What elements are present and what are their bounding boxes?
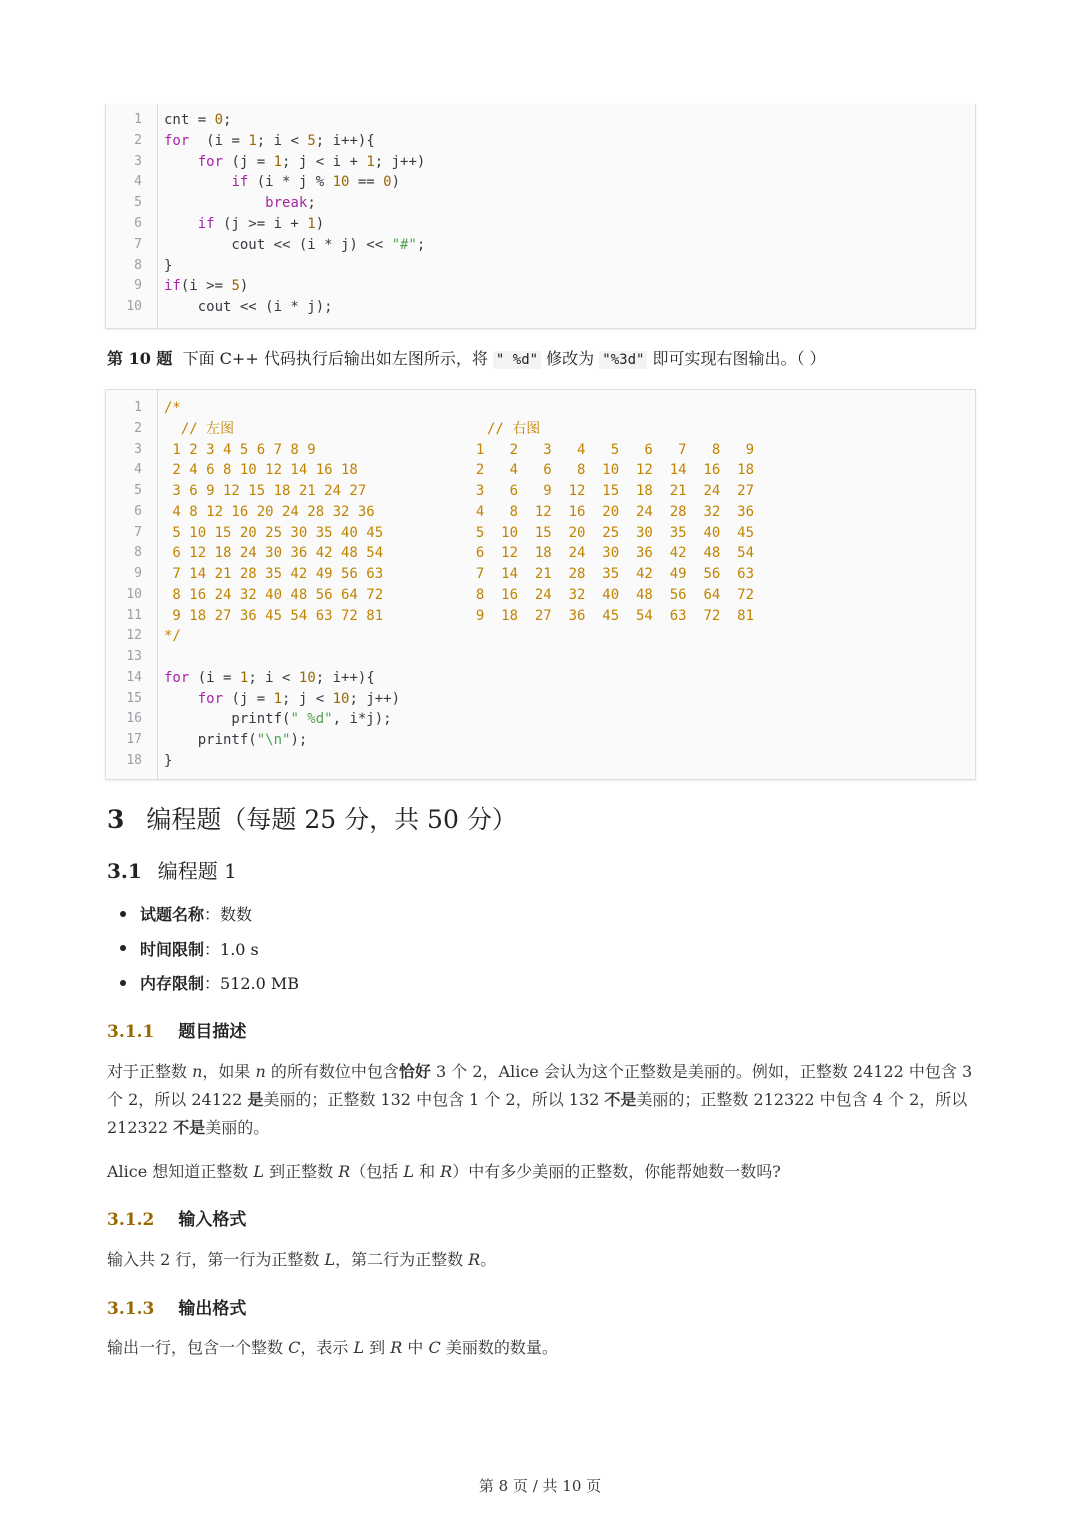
code-line	[106, 110, 966, 130]
line-number: 6	[134, 503, 142, 519]
line-number: 7	[134, 236, 142, 252]
code-line	[106, 626, 966, 646]
code-text: for (j = 1; j < 10; j++)	[197, 690, 401, 707]
line-number: 6	[134, 216, 142, 231]
code-line	[106, 460, 966, 480]
code-text: }	[164, 257, 173, 274]
question-text-mid: 修改为	[546, 349, 595, 368]
code-text: for (j = 1; j < i + 1; j++)	[197, 153, 426, 170]
code-text: /*	[164, 400, 181, 416]
info-label: 内存限制	[140, 974, 205, 993]
code-line	[106, 193, 966, 213]
line-number: 8	[134, 545, 142, 561]
line-number: 1	[134, 112, 142, 127]
bullet-icon	[120, 980, 126, 986]
code-text: for (i = 1; i < 10; i++){	[164, 669, 375, 686]
code-text: printf(" %d", i*j);	[164, 711, 392, 728]
info-label: 试题名称	[140, 905, 205, 924]
line-number: 9	[134, 566, 142, 581]
code-line	[106, 398, 966, 418]
code-text: printf("\n");	[164, 732, 308, 748]
section-title: 输出格式	[178, 1299, 247, 1319]
section-number: 3.1.3	[107, 1299, 155, 1319]
code-text: if (j >= i + 1)	[197, 216, 325, 232]
code-line	[106, 297, 966, 317]
heading-3-1-2	[107, 1205, 246, 1230]
section-title: 输入格式	[178, 1210, 247, 1230]
code-block-1	[105, 104, 976, 329]
code-text: // 左图 // 右图	[164, 420, 541, 437]
code-line	[106, 751, 966, 771]
section-title: 编程题 1	[157, 859, 237, 883]
line-number: 11	[126, 607, 142, 623]
code-line	[106, 585, 966, 605]
line-number: 17	[126, 732, 142, 747]
line-number: 3	[134, 153, 142, 169]
code-text: for (i = 1; i < 5; i++){	[164, 132, 375, 149]
section-title: 编程题（每题 25 分，共 50 分）	[146, 805, 517, 834]
code-line	[106, 235, 966, 255]
line-number: 4	[134, 462, 142, 478]
code-text: cout << (i * j) << "#";	[164, 236, 426, 253]
question-code-a: " %d"	[493, 351, 541, 369]
code-line	[106, 440, 966, 460]
code-line	[106, 606, 966, 626]
line-number: 10	[126, 299, 142, 315]
question-code-b: "%3d"	[599, 351, 647, 369]
code-line	[106, 543, 966, 563]
question-text-after: 即可实现右图输出。（ ）	[652, 349, 826, 368]
code-text: break;	[265, 195, 316, 212]
line-number: 3	[134, 441, 142, 457]
heading-3-1-3	[107, 1294, 246, 1319]
line-number: 8	[134, 257, 142, 273]
section-number: 3	[107, 805, 125, 834]
code-line	[106, 131, 966, 151]
code-line	[106, 647, 966, 667]
code-line	[106, 689, 966, 709]
code-text: 9 18 27 36 45 54 63 72 81 9 18 27 36 45 54 63 72 81	[164, 607, 755, 624]
code-line	[106, 419, 966, 439]
heading-3-1-1	[107, 1017, 246, 1042]
question-label: 第 10 题	[107, 349, 173, 368]
output-format-paragraph: 输出一行，包含一个整数 C，表示 L 到 R 中 C 美丽数的数量。	[107, 1338, 558, 1357]
line-number: 15	[126, 690, 142, 706]
code-line	[106, 730, 966, 750]
section-3-heading	[107, 800, 517, 836]
info-item	[120, 902, 252, 925]
line-number: 5	[134, 195, 142, 211]
input-format-paragraph: 输入共 2 行，第一行为正整数 L，第二行为正整数 R。	[107, 1250, 497, 1269]
line-number: 1	[134, 400, 142, 415]
line-number: 18	[126, 752, 142, 768]
code-line	[106, 152, 966, 172]
code-line	[106, 256, 966, 276]
code-line	[106, 481, 966, 501]
code-text: 5 10 15 20 25 30 35 40 45 5 10 15 20 25 30 35 40 45	[164, 524, 755, 541]
info-value: ：1.0 s	[204, 939, 259, 959]
code-text: 4 8 12 16 20 24 28 32 36 4 8 12 16 20 24 28 32 36	[164, 503, 755, 520]
code-text: cout << (i * j);	[164, 299, 333, 316]
code-line	[106, 523, 966, 543]
code-text: 3 6 9 12 15 18 21 24 27 3 6 9 12 15 18 21 24 27	[164, 483, 755, 499]
code-text: 2 4 6 8 10 12 14 16 18 2 4 6 8 10 12 14 16 18	[164, 462, 755, 479]
line-number: 16	[126, 711, 142, 727]
code-line	[106, 668, 966, 688]
line-number: 13	[126, 649, 142, 664]
line-number: 4	[134, 174, 142, 190]
code-text: cnt = 0;	[164, 112, 232, 128]
page-footer: 第 8 页 / 共 10 页	[478, 1477, 602, 1495]
section-number: 3.1.1	[107, 1022, 155, 1042]
line-number: 9	[134, 278, 142, 294]
section-title: 题目描述	[178, 1022, 247, 1042]
line-number: 12	[126, 628, 142, 644]
code-line	[106, 564, 966, 584]
line-number: 2	[134, 420, 142, 436]
info-value: ：数数	[204, 905, 253, 924]
bullet-icon	[120, 945, 126, 951]
code-text: if (i * j % 10 == 0)	[231, 174, 401, 191]
info-value: ：512.0 MB	[204, 974, 300, 993]
description-paragraph-2: Alice 想知道正整数 L 到正整数 R（包括 L 和 R）中有多少美丽的正整数，你能帮她数一数吗?	[107, 1162, 781, 1181]
info-item	[120, 937, 259, 960]
section-3-1-heading	[107, 855, 237, 884]
code-line	[106, 276, 966, 296]
line-number: 5	[134, 483, 142, 498]
code-text: 7 14 21 28 35 42 49 56 63 7 14 21 28 35 42 49 56 63	[164, 566, 755, 582]
code-line	[106, 214, 966, 234]
code-line	[106, 709, 966, 729]
line-number: 14	[126, 669, 142, 685]
line-number: 7	[134, 524, 142, 540]
question-text-before: 下面 C++ 代码执行后输出如左图所示，将	[182, 349, 488, 368]
line-number: 10	[126, 586, 142, 602]
code-text: 8 16 24 32 40 48 56 64 72 8 16 24 32 40 48 56 64 72	[164, 586, 755, 603]
code-text: 6 12 18 24 30 36 42 48 54 6 12 18 24 30 36 42 48 54	[164, 545, 755, 562]
bullet-icon	[120, 911, 126, 917]
code-line	[106, 502, 966, 522]
info-label: 时间限制	[140, 939, 205, 959]
question-10	[107, 346, 826, 369]
code-text: 1 2 3 4 5 6 7 8 9 1 2 3 4 5 6 7 8 9	[164, 441, 755, 458]
code-text: if(i >= 5)	[164, 278, 249, 295]
section-number: 3.1.2	[107, 1210, 155, 1230]
code-text: */	[164, 628, 181, 645]
code-text: }	[164, 752, 173, 769]
description-paragraph-1: 对于正整数 n，如果 n 的所有数位中包含恰好 3 个 2，Alice 会认为这个正整数是美丽的。例如，正整数 24122 中包含 3 个 2，所以 24122 是美丽的；正整数 132 中包含 1 个 2，所以 132 不是美丽的；正整数 212322 中包含 4 个 2，所以 212322 不是美丽的。	[107, 1062, 973, 1137]
line-number: 2	[134, 132, 142, 148]
code-line	[106, 172, 966, 192]
code-block-2	[105, 389, 976, 780]
info-item	[120, 971, 299, 994]
section-number: 3.1	[107, 859, 142, 883]
